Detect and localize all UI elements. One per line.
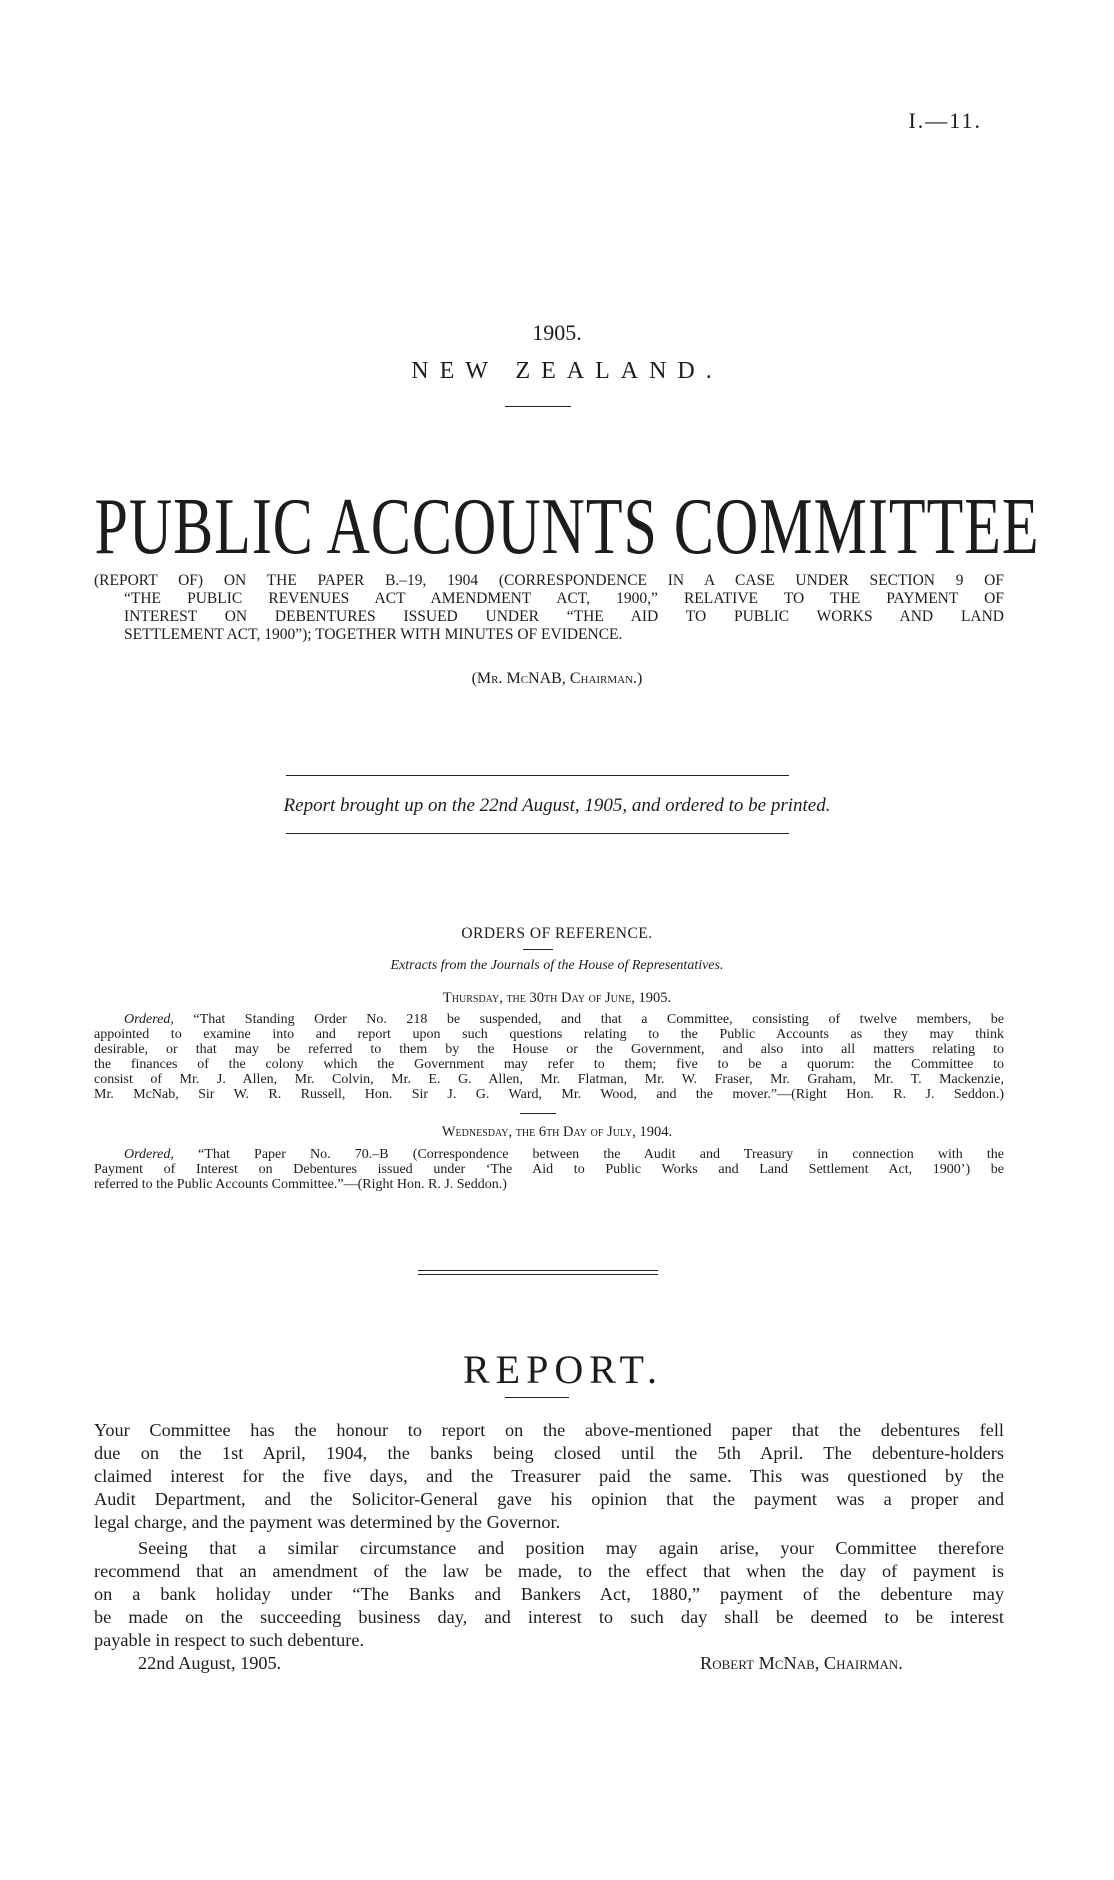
double-rule-bottom xyxy=(418,1274,658,1275)
paper-number: I.—11. xyxy=(908,108,982,133)
order-2-text: “That Paper No. 70.–B (Correspondence between the Audit and Treasury in connection with the xyxy=(198,1147,1004,1162)
report-line: Seeing that a similar circumstance and position may again arise, your Committee therefore xyxy=(138,1538,1004,1558)
report-date: 22nd August, 1905. xyxy=(138,1653,282,1673)
subtitle xyxy=(94,572,1004,644)
divider-short-4 xyxy=(505,1397,569,1398)
report-line: due on the 1st April, 1904, the banks being closed until the 5th April. The debenture-holders xyxy=(94,1443,1004,1463)
orders-heading: ORDERS OF REFERENCE. xyxy=(461,925,653,942)
order-1 xyxy=(94,1012,1004,1102)
report-heading: REPORT. xyxy=(463,1347,663,1392)
order-1-line: the finances of the colony which the Government may refer to them; five to be a quorum: the Committee to xyxy=(94,1057,1004,1072)
divider-top-brought-up xyxy=(286,775,789,776)
divider-bottom-brought-up xyxy=(286,833,789,834)
order-date-2: Wednesday, the 6th Day of July, 1904. xyxy=(441,1124,673,1140)
extracts-note: Extracts from the Journals of the House of Representatives. xyxy=(390,958,724,973)
subtitle-line: (REPORT OF) ON THE PAPER B.–19, 1904 (CORRESPONDENCE IN A CASE UNDER SECTION 9 OF xyxy=(94,572,1004,589)
report-line: on a bank holiday under “The Banks and Bankers Act, 1880,” payment of the debenture may xyxy=(94,1584,1004,1604)
report-line: Your Committee has the honour to report on the above-mentioned paper that the debentures fell xyxy=(94,1420,1004,1440)
order-1-line: appointed to examine into and report upon such questions relating to the Public Accounts as they may think xyxy=(94,1027,1004,1042)
report-signature: Robert McNab, Chairman. xyxy=(700,1653,903,1673)
order-date-1: Thursday, the 30th Day of June, 1905. xyxy=(442,990,672,1006)
order-2-line: referred to the Public Accounts Committee.”—(Right Hon. R. J. Seddon.) xyxy=(94,1177,507,1192)
divider-short-3 xyxy=(520,1113,556,1114)
country: NEW ZEALAND. xyxy=(411,358,723,384)
order-2 xyxy=(94,1147,1004,1192)
order-1-text: “That Standing Order No. 218 be suspended, and that a Committee, consisting of twelve members, be xyxy=(193,1012,1004,1027)
divider-short-1 xyxy=(505,406,571,407)
subtitle-line: “THE PUBLIC REVENUES ACT AMENDMENT ACT, 1900,” RELATIVE TO THE PAYMENT OF xyxy=(124,590,1004,607)
report-line: legal charge, and the payment was determined by the Governor. xyxy=(94,1512,561,1532)
order-1-line: Mr. McNab, Sir W. R. Russell, Hon. Sir J. G. Ward, Mr. Wood, and the mover.”—(Right Hon. R. J. Seddon.) xyxy=(94,1087,1004,1102)
subtitle-line: INTEREST ON DEBENTURES ISSUED UNDER “THE AID TO PUBLIC WORKS AND LAND xyxy=(124,608,1004,625)
report-line: Audit Department, and the Solicitor-General gave his opinion that the payment was a proper and xyxy=(94,1489,1004,1509)
divider-short-2 xyxy=(523,949,553,950)
order-2-line xyxy=(94,1147,1004,1162)
order-1-lead: Ordered, xyxy=(124,1012,174,1027)
page-title: PUBLIC ACCOUNTS COMMITTEE xyxy=(94,481,1040,571)
report-line: be made on the succeeding business day, and interest to such day shall be deemed to be interest xyxy=(94,1607,1004,1627)
order-1-line xyxy=(94,1012,1004,1027)
year: 1905. xyxy=(532,320,582,345)
report-line: payable in respect to such debenture. xyxy=(94,1630,365,1650)
chairman-note: (Mr. McNAB, Chairman.) xyxy=(471,670,643,687)
report-line: recommend that an amendment of the law be made, to the effect that when the day of payment is xyxy=(94,1561,1004,1581)
order-1-line: consist of Mr. J. Allen, Mr. Colvin, Mr. E. G. Allen, Mr. Flatman, Mr. W. Fraser, Mr. Graham, Mr. T. Mackenzie, xyxy=(94,1072,1004,1087)
order-1-line: desirable, or that may be referred to them by the House or the Government, and also into all matters relating to xyxy=(94,1042,1004,1057)
order-2-line: Payment of Interest on Debentures issued under ‘The Aid to Public Works and Land Settlement Act, 1900’) be xyxy=(94,1162,1004,1177)
report-line: claimed interest for the five days, and the Treasurer paid the same. This was questioned by the xyxy=(94,1466,1004,1486)
double-rule-top xyxy=(418,1270,658,1271)
subtitle-line: SETTLEMENT ACT, 1900”); TOGETHER WITH MINUTES OF EVIDENCE. xyxy=(124,626,623,643)
brought-up-note: Report brought up on the 22nd August, 1905, and ordered to be printed. xyxy=(283,795,831,816)
report-paragraph-2 xyxy=(94,1537,1004,1652)
report-paragraph-1 xyxy=(94,1419,1004,1534)
order-2-lead: Ordered, xyxy=(124,1147,174,1162)
